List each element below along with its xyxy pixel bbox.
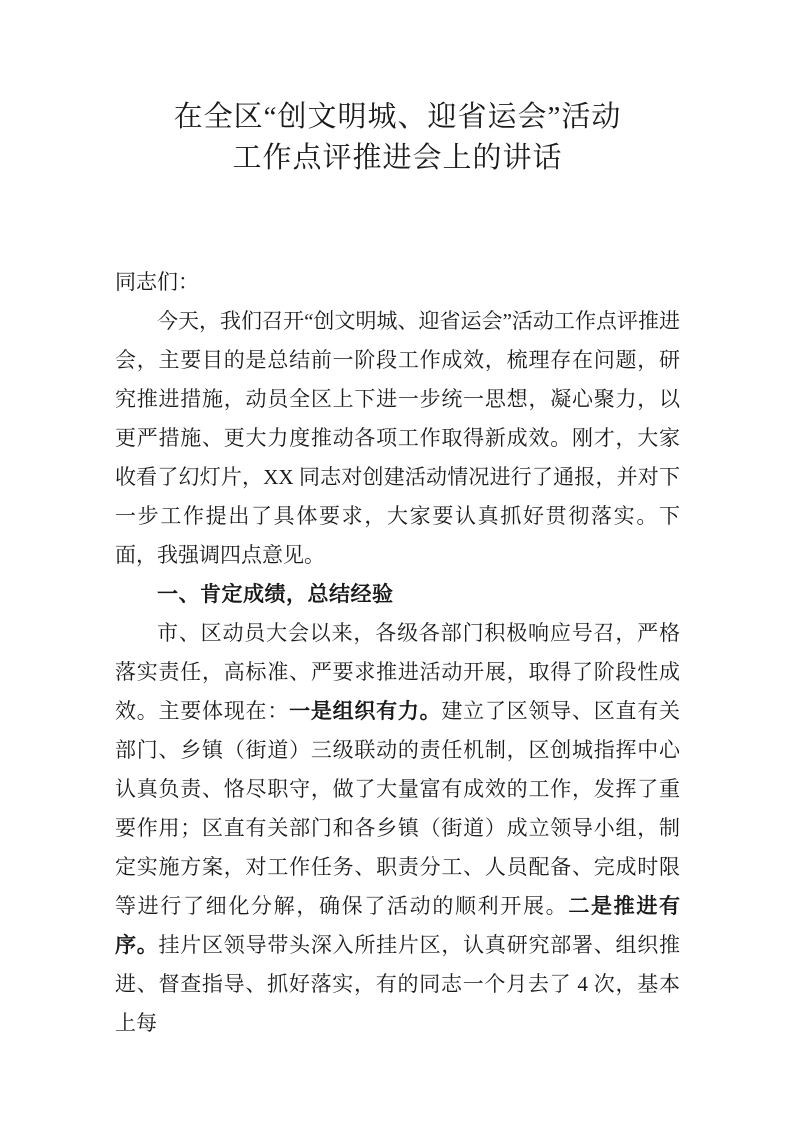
text-run: 市、区动员大会以来，各级各部门积极响应号召，严格落实责任，高标准、严要求推进活动开展，取得了阶段性成效。主要体现在：: [115, 621, 680, 723]
document-title: [115, 0, 680, 179]
emphasis-run: 二是推进有序。: [115, 894, 681, 957]
paragraph-salutation: [115, 263, 680, 302]
page-content: [115, 0, 680, 1043]
text-run: 今天，我们召开“创文明城、迎省运会”活动工作点评推进会，主要目的是总结前一阶段工作成效，梳理存在问题，研究推进措施，动员全区上下进一步统一思想，凝心聚力，以更严措施、更大力度推动各项工作取得新成效。刚才，大家收看了幻灯片，XX 同志对创建活动情况进行了通报，并对下一步工作提出了具体要求，大家要认真抓好贯彻落实。下面，我强调四点意见。: [115, 309, 680, 567]
text-run: 建立了区领导、区直有关部门、乡镇（街道）三级联动的责任机制，区创城指挥中心认真负责、恪尽职守，做了大量富有成效的工作，发挥了重要作用；区直有关部门和各乡镇（街道）成立领导小组，制定实施方案，对工作任务、职责分工、人员配备、完成时限等进行了细化分解，确保了活动的顺利开展。: [115, 699, 681, 918]
document-body: [115, 263, 680, 1043]
paragraph-intro: [115, 302, 680, 575]
text-run: 挂片区领导带头深入所挂片区，认真研究部署、组织推进、督查指导、抓好落实，有的同志一个月去了 4 次，基本上每: [115, 933, 681, 1035]
text-run: 同志们：: [115, 270, 199, 294]
emphasis-run: 一是组织有力。: [289, 699, 442, 723]
section-heading-1: [115, 575, 680, 614]
paragraph-section-1: [115, 614, 680, 1043]
emphasis-run: 一、肯定成绩，总结经验: [157, 583, 394, 606]
title-line-2: 工作点评推进会上的讲话: [232, 142, 563, 174]
title-line-1: 在全区“创文明城、迎省运会”活动: [173, 101, 622, 133]
